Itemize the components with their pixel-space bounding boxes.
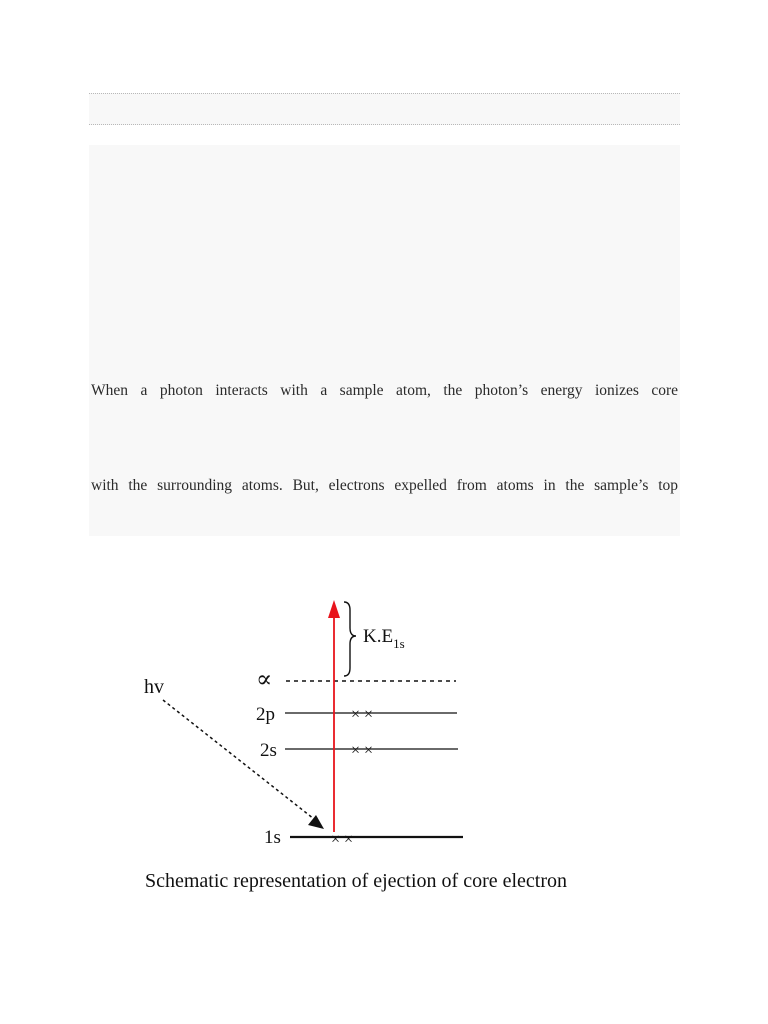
electrons-2p: × × — [351, 706, 374, 723]
electrons-2s: × × — [351, 742, 374, 759]
paragraph-line-1: When a photon interacts with a sample atom, the photon’s energy ionizes core — [91, 382, 678, 399]
header-band — [89, 93, 680, 125]
photon-arrow-shaft — [163, 700, 314, 819]
text-block — [89, 145, 680, 536]
vacuum-level-symbol: ∝ — [256, 667, 273, 693]
level-label-1s: 1s — [264, 827, 281, 848]
level-label-2p: 2p — [256, 704, 275, 725]
paragraph-line-2: with the surrounding atoms. But, electrons expelled from atoms in the sample’s top — [91, 477, 678, 494]
core-electron-ejection-diagram — [0, 560, 768, 920]
kinetic-energy-brace — [344, 602, 356, 676]
kinetic-energy-label: $K.E_{1s}$ — [363, 626, 405, 651]
electrons-1s: × × — [331, 831, 354, 848]
diagram-caption: Schematic representation of ejection of core electron — [145, 870, 568, 892]
level-label-2s: 2s — [260, 740, 277, 761]
photon-label: hv — [144, 676, 164, 698]
ejection-arrow-head — [328, 600, 340, 618]
